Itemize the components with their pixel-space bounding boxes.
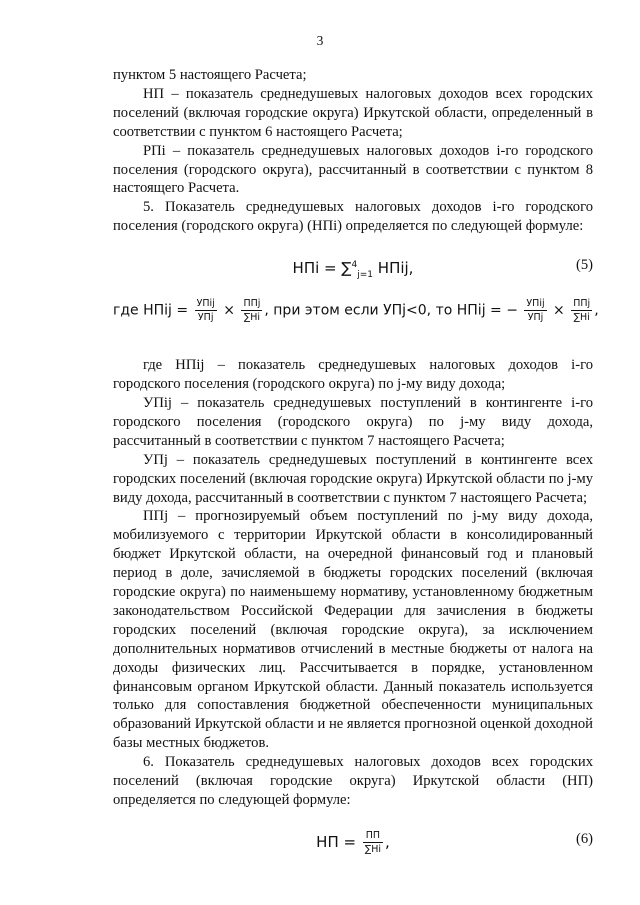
formula-5-lhs: НПi = ∑ (292, 259, 352, 278)
fraction-pp-j-over-sum-h-2 (571, 298, 592, 323)
document-body (113, 66, 599, 860)
formula-6-suffix: , (385, 832, 390, 851)
paragraphs-top (113, 66, 593, 236)
formula-5-sum-sub: j=1 (357, 270, 374, 281)
formula-where-middle: , при этом если УПj<0, то НПij = − (264, 302, 523, 319)
fraction-numerator: ПП (363, 830, 383, 843)
times-sign: × (218, 302, 240, 319)
fraction-numerator: УПij (526, 298, 545, 310)
formula-5-rhs: НПij, (373, 259, 414, 278)
fraction-denominator: УПj (527, 312, 544, 324)
paragraph: 6. Показатель среднедушевых налоговых доходов всех городских поселений (включая городские округа) Иркутской области (НП) определяется по следующей формуле: (113, 754, 593, 808)
paragraph: пунктом 5 настоящего Расчета; (113, 67, 307, 83)
fraction-numerator: УПij (196, 298, 215, 310)
formula-where-suffix: , (594, 302, 599, 319)
formula-6-lhs: НП = (316, 832, 361, 851)
formula-5-sum-sup: 4 (351, 260, 358, 271)
fraction-denominator: ∑Hi (243, 312, 260, 324)
equation-number-6: (6) (575, 830, 593, 847)
paragraph: 5. Показатель среднедушевых налоговых доходов i-го городского поселения (городского округа) (НПi) определяется по следующей формуле: (113, 199, 593, 235)
fraction-denominator: ∑Hi (364, 843, 382, 855)
paragraph: РПi – показатель среднедушевых налоговых доходов i-го городского поселения (городского округа), рассчитанный в соответствии с пунктом 8 настоящего Расчета. (113, 142, 593, 197)
formula-where-prefix: где НПij = (113, 302, 193, 319)
paragraphs-mid (113, 356, 593, 810)
equation-number-5: (5) (575, 257, 593, 274)
fraction-up-ij-over-up-j (195, 298, 217, 323)
paragraph: НП – показатель среднедушевых налоговых доходов всех городских поселений (включая городские округа) Иркутской области, определенный в соответствии с пунктом 6 настоящего Расчета; (113, 85, 593, 140)
formula-where (113, 286, 599, 338)
fraction-numerator: ППj (573, 298, 591, 310)
fraction-up-ij-over-up-j-2 (524, 298, 546, 323)
formula-5 (113, 246, 593, 286)
fraction-denominator: УПj (197, 312, 214, 324)
paragraph: УПij – показатель среднедушевых поступлений в контингенте i-го городского поселения (городского округа) по j-му виду дохода, рассчитанный в соответствии с пунктом 7 настоящего Расчета; (113, 394, 593, 449)
paragraph: ППj – прогнозируемый объем поступлений по j-му виду дохода, мобилизуемого с территории Иркутской области в консолидированный бюджет Иркутской области, на очередной финансовый год и плановый период в доле, зачисляемой в бюджеты городских поселений (включая городские округа) по наименьшему нормативу, установленному бюджетным законодательством Российской Федерации для зачисления в бюджеты городских поселений (включая городские округа), за исключением дополнительных нормативов отчислений в местные бюджеты от налога на доходы физических лиц. Рассчитывается в порядке, установленном финансовым органом Иркутской области. Данный показатель используется только для сопоставления бюджетной обеспеченности муниципальных образований Иркутской области и не является прогнозной оценкой доходной базы местных бюджетов. (113, 508, 593, 752)
times-sign: × (548, 302, 570, 319)
fraction-pp-j-over-sum-h (241, 298, 262, 323)
fraction-denominator: ∑Hi (573, 312, 590, 324)
paragraph: УПj – показатель среднедушевых поступлений в контингенте всех городских поселений (включая городские округа) Иркутской области по j-му виду дохода, рассчитанный в соответствии с пунктом 7 настоящего Расчета; (113, 451, 593, 506)
page-number: 3 (316, 33, 324, 48)
fraction-numerator: ППj (243, 298, 261, 310)
paragraph: где НПij – показатель среднедушевых налоговых доходов i-го городского поселения (городского округа) по j-му виду дохода; (113, 357, 593, 393)
formula-6 (113, 820, 593, 860)
fraction-pp-over-sum-h (363, 830, 383, 855)
